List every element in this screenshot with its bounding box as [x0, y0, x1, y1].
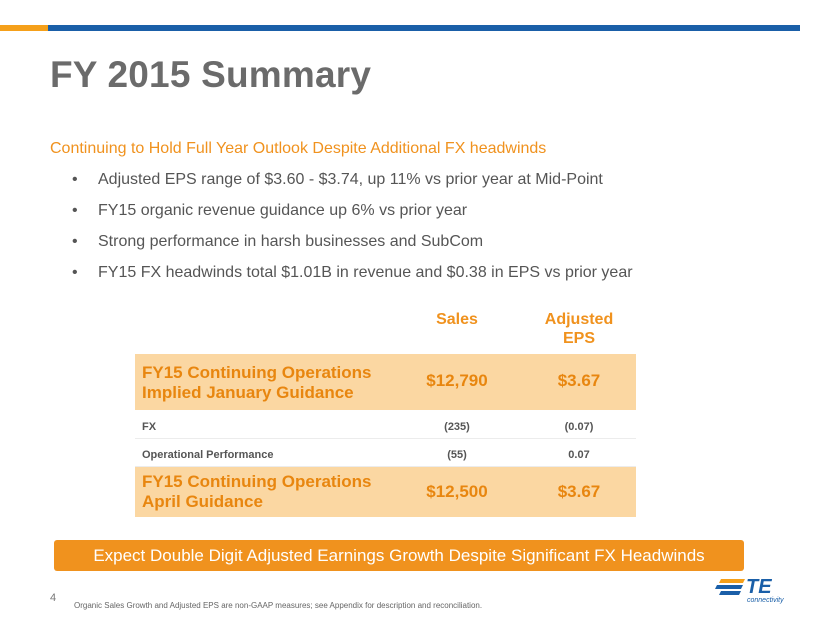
cell-sales: (235): [444, 421, 470, 433]
logo-text: TE: [746, 576, 772, 598]
bullet-item: [72, 199, 633, 230]
bullet-text: FY15 FX headwinds total $1.01B in revenue and $0.38 in EPS vs prior year: [98, 264, 633, 281]
row-label-line2: April Guidance: [142, 492, 263, 511]
bullet-list: [72, 168, 633, 292]
logo-tagline: connectivity: [747, 597, 784, 604]
page-number: 4: [50, 592, 57, 604]
bullet-item: [72, 261, 633, 292]
table-row-operational-performance: [135, 439, 636, 467]
row-label-line1: FY15 Continuing Operations: [142, 472, 372, 491]
table-row-january-guidance: [135, 354, 636, 411]
column-header-eps-line1: Adjusted: [544, 311, 614, 328]
column-header-sales: Sales: [436, 311, 478, 328]
row-label-line2: Implied January Guidance: [142, 383, 354, 402]
te-connectivity-logo: [713, 576, 803, 612]
cell-sales: $12,500: [426, 482, 488, 501]
cell-eps: 0.07: [568, 449, 590, 461]
conclusion-banner: Expect Double Digit Adjusted Earnings Growth Despite Significant FX Headwinds: [54, 540, 744, 571]
row-label-line1: FY15 Continuing Operations: [142, 363, 372, 382]
bullet-dot-icon: •: [72, 171, 78, 188]
row-label: FX: [142, 421, 157, 433]
bullet-item: [72, 230, 633, 261]
cell-eps: $3.67: [557, 482, 601, 501]
slide-subtitle: Continuing to Hold Full Year Outlook Despite Additional FX headwinds: [50, 140, 547, 157]
row-label: [142, 472, 372, 512]
row-label: Operational Performance: [142, 449, 274, 461]
bullet-dot-icon: •: [72, 264, 78, 281]
bullet-text: FY15 organic revenue guidance up 6% vs prior year: [98, 202, 468, 219]
cell-sales: $12,790: [426, 371, 488, 390]
table-row-april-guidance: [135, 467, 636, 518]
top-accent-bar-orange: [0, 25, 48, 31]
bullet-item: [72, 168, 633, 199]
row-label: [142, 363, 372, 403]
column-header-eps-line2: EPS: [562, 330, 595, 347]
top-accent-bar: [0, 25, 800, 31]
bullet-dot-icon: •: [72, 202, 78, 219]
cell-eps: $3.67: [557, 371, 601, 390]
footnote: Organic Sales Growth and Adjusted EPS are non-GAAP measures; see Appendix for description and reconciliation.: [74, 601, 483, 610]
column-header-adjusted-eps: [522, 310, 636, 348]
cell-sales: (55): [447, 449, 467, 461]
bullet-text: Adjusted EPS range of $3.60 - $3.74, up 11% vs prior year at Mid-Point: [98, 171, 603, 188]
bullet-text: Strong performance in harsh businesses and SubCom: [98, 233, 484, 250]
table-row-fx: [135, 411, 636, 439]
bullet-dot-icon: •: [72, 233, 78, 250]
cell-eps: (0.07): [564, 421, 594, 433]
slide-title: FY 2015 Summary: [50, 54, 372, 95]
te-logo-stripes-icon: [713, 576, 747, 598]
